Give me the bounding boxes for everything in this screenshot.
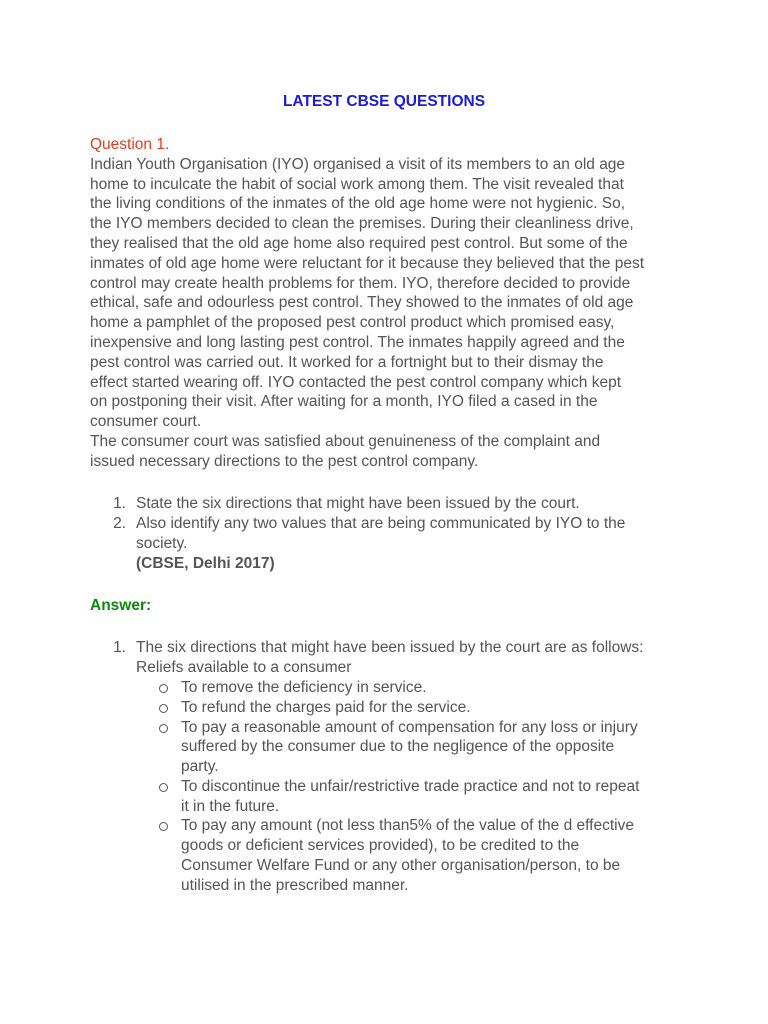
paragraph-line: on postponing their visit. After waiting for a month, IYO filed a cased in the — [90, 393, 598, 411]
paragraph-line: pest control was carried out. It worked for a fortnight but to their dismay the — [90, 353, 604, 371]
answer-list — [90, 638, 690, 895]
document-body — [90, 135, 690, 896]
question-list-item — [90, 514, 690, 573]
paragraph-line: issued necessary directions to the pest control company. — [90, 452, 479, 470]
list-number: 1. — [113, 495, 126, 513]
paragraph-line: they realised that the old age home also required pest control. But some of the — [90, 234, 628, 252]
list-item-line: Reliefs available to a consumer — [136, 659, 352, 677]
subitem-line: suffered by the consumer due to the negligence of the opposite — [181, 738, 615, 756]
paragraph-line: the IYO members decided to clean the premises. During their cleanliness drive, — [90, 215, 634, 233]
paragraph-line: ethical, safe and odourless pest control. They showed to the inmates of old age — [90, 294, 634, 312]
answer-list-item — [90, 638, 690, 895]
list-item-line: The six directions that might have been issued by the court are as follows: — [136, 639, 644, 657]
paragraph-line: home to inculcate the habit of social work among them. The visit revealed that — [90, 175, 624, 193]
subitem-line: party. — [181, 758, 219, 776]
list-number: 2. — [113, 514, 126, 532]
question-source: (CBSE, Delhi 2017) — [136, 554, 275, 572]
list-number: 1. — [113, 639, 126, 657]
hollow-circle-bullet-icon — [159, 684, 168, 693]
question-list-item — [90, 494, 690, 514]
paragraph-line: The consumer court was satisfied about genuineness of the complaint and — [90, 432, 601, 450]
list-item-line: Also identify any two values that are being communicated by IYO to the — [136, 514, 626, 532]
subitem-line: To discontinue the unfair/restrictive trade practice and not to repeat — [181, 777, 640, 795]
list-item-line: State the six directions that might have been issued by the court. — [136, 495, 580, 513]
paragraph-line: Indian Youth Organisation (IYO) organised a visit of its members to an old age — [90, 155, 626, 173]
question-paragraph — [90, 432, 690, 472]
paragraph-line: inexpensive and long lasting pest control. The inmates happily agreed and the — [90, 333, 625, 351]
answer-subitem — [90, 777, 690, 817]
paragraph-line: inmates of old age home were reluctant for it because they believed that the pest — [90, 254, 645, 272]
hollow-circle-bullet-icon — [159, 724, 168, 733]
subitem-line: it in the future. — [181, 797, 280, 815]
list-item-line: society. — [136, 534, 188, 552]
answer-subitem — [90, 678, 690, 698]
answer-subitem — [90, 816, 690, 895]
hollow-circle-bullet-icon — [159, 704, 168, 713]
hollow-circle-bullet-icon — [159, 822, 168, 831]
question-list — [90, 494, 690, 573]
question-label: Question 1. — [90, 136, 170, 153]
answer-label: Answer: — [90, 596, 152, 614]
answer-subitem — [90, 718, 690, 777]
subitem-line: goods or deficient services provided), to be credited to the — [181, 837, 580, 855]
subitem-line: To refund the charges paid for the service. — [181, 698, 471, 716]
paragraph-line: the living conditions of the inmates of the old age home were not hygienic. So, — [90, 195, 626, 213]
paragraph-line: consumer court. — [90, 413, 202, 431]
paragraph-line: home a pamphlet of the proposed pest control product which promised easy, — [90, 314, 615, 332]
subitem-line: Consumer Welfare Fund or any other organisation/person, to be — [181, 857, 621, 875]
paragraph-line: control may create health problems for them. IYO, therefore decided to provide — [90, 274, 631, 292]
subitem-line: To remove the deficiency in service. — [181, 678, 427, 696]
hollow-circle-bullet-icon — [159, 783, 168, 792]
page-title: LATEST CBSE QUESTIONS — [282, 93, 486, 110]
subitem-line: utilised in the prescribed manner. — [181, 876, 409, 894]
subitem-line: To pay any amount (not less than5% of the value of the d effective — [181, 817, 634, 835]
subitem-line: To pay a reasonable amount of compensation for any loss or injury — [181, 718, 638, 736]
question-paragraph — [90, 155, 690, 432]
paragraph-line: effect started wearing off. IYO contacted the pest control company which kept — [90, 373, 622, 391]
answer-subitem — [90, 698, 690, 718]
